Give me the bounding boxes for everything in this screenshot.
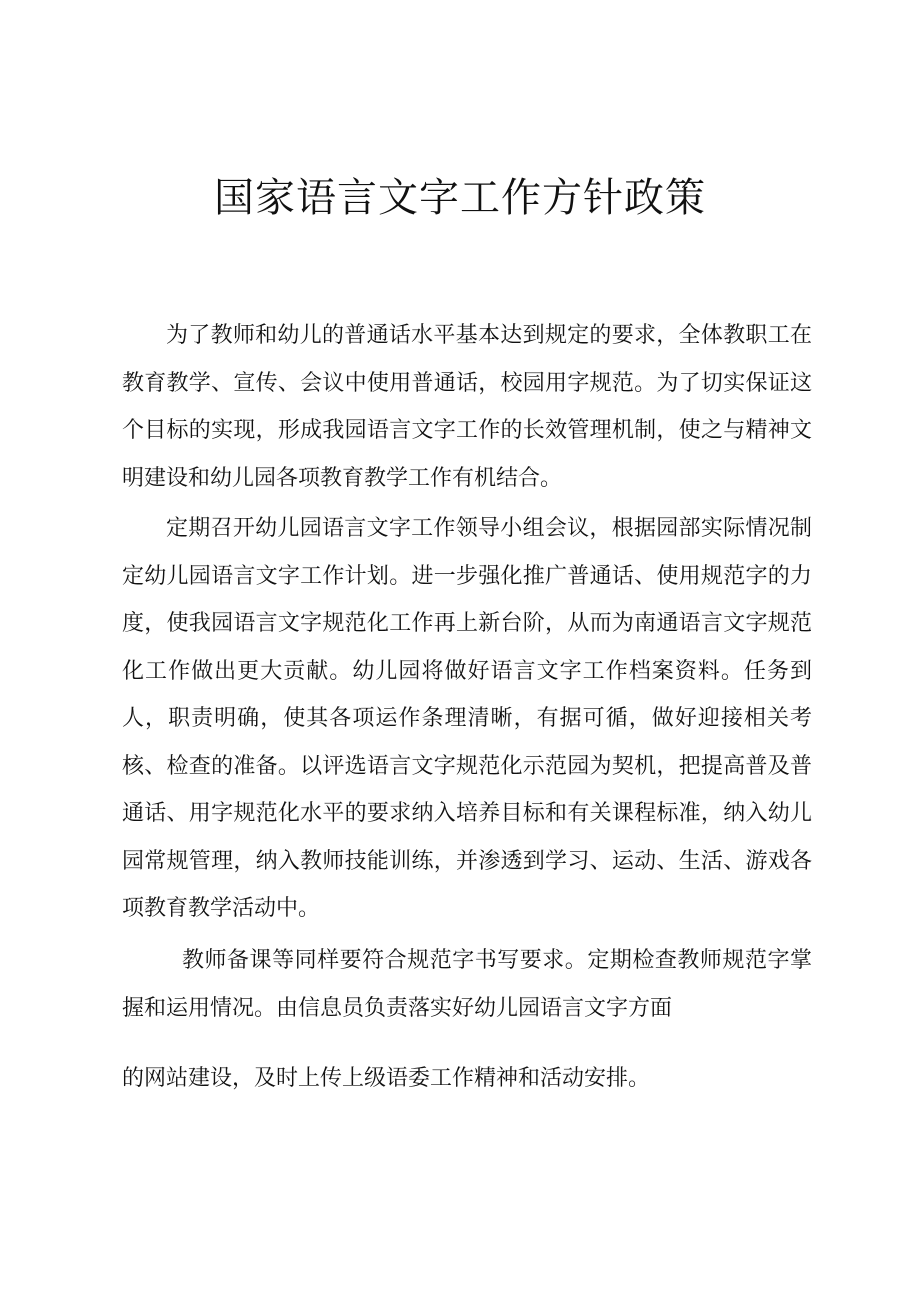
page-title: 国家语言文字工作方针政策 <box>214 175 706 221</box>
paragraph-2: 定期召开幼儿园语言文字工作领导小组会议，根据园部实际情况制定幼儿园语言文字工作计划。进一步强化推广普通话、使用规范字的力度，使我园语言文字规范化工作再上新台阶，从而为南通语言文字规范化工作做出更大贡献。幼儿园将做好语言文字工作档案资料。任务到人，职责明确，使其各项运作条理清晰，有据可循，做好迎接相关考核、检查的准备。以评选语言文字规范化示范园为契机，把提高普及普通话、用字规范化水平的要求纳入培养目标和有关课程标准，纳入幼儿园常规管理，纳入教师技能训练，并渗透到学习、运动、生活、游戏各项教育教学活动中。 <box>122 516 812 921</box>
paragraph-1: 为了教师和幼儿的普通话水平基本达到规定的要求，全体教职工在教育教学、宣传、会议中使用普通话，校园用字规范。为了切实保证这个目标的实现，形成我园语言文字工作的长效管理机制，使之与精神文明建设和幼儿园各项教育教学工作有机结合。 <box>122 323 812 491</box>
paragraph-3: 教师备课等同样要符合规范字书写要求。定期检查教师规范字掌握和运用情况。由信息员负责落实好幼儿园语言文字方面 <box>122 948 812 1021</box>
paragraph-4: 的网站建设，及时上传上级语委工作精神和活动安排。 <box>122 1066 651 1091</box>
